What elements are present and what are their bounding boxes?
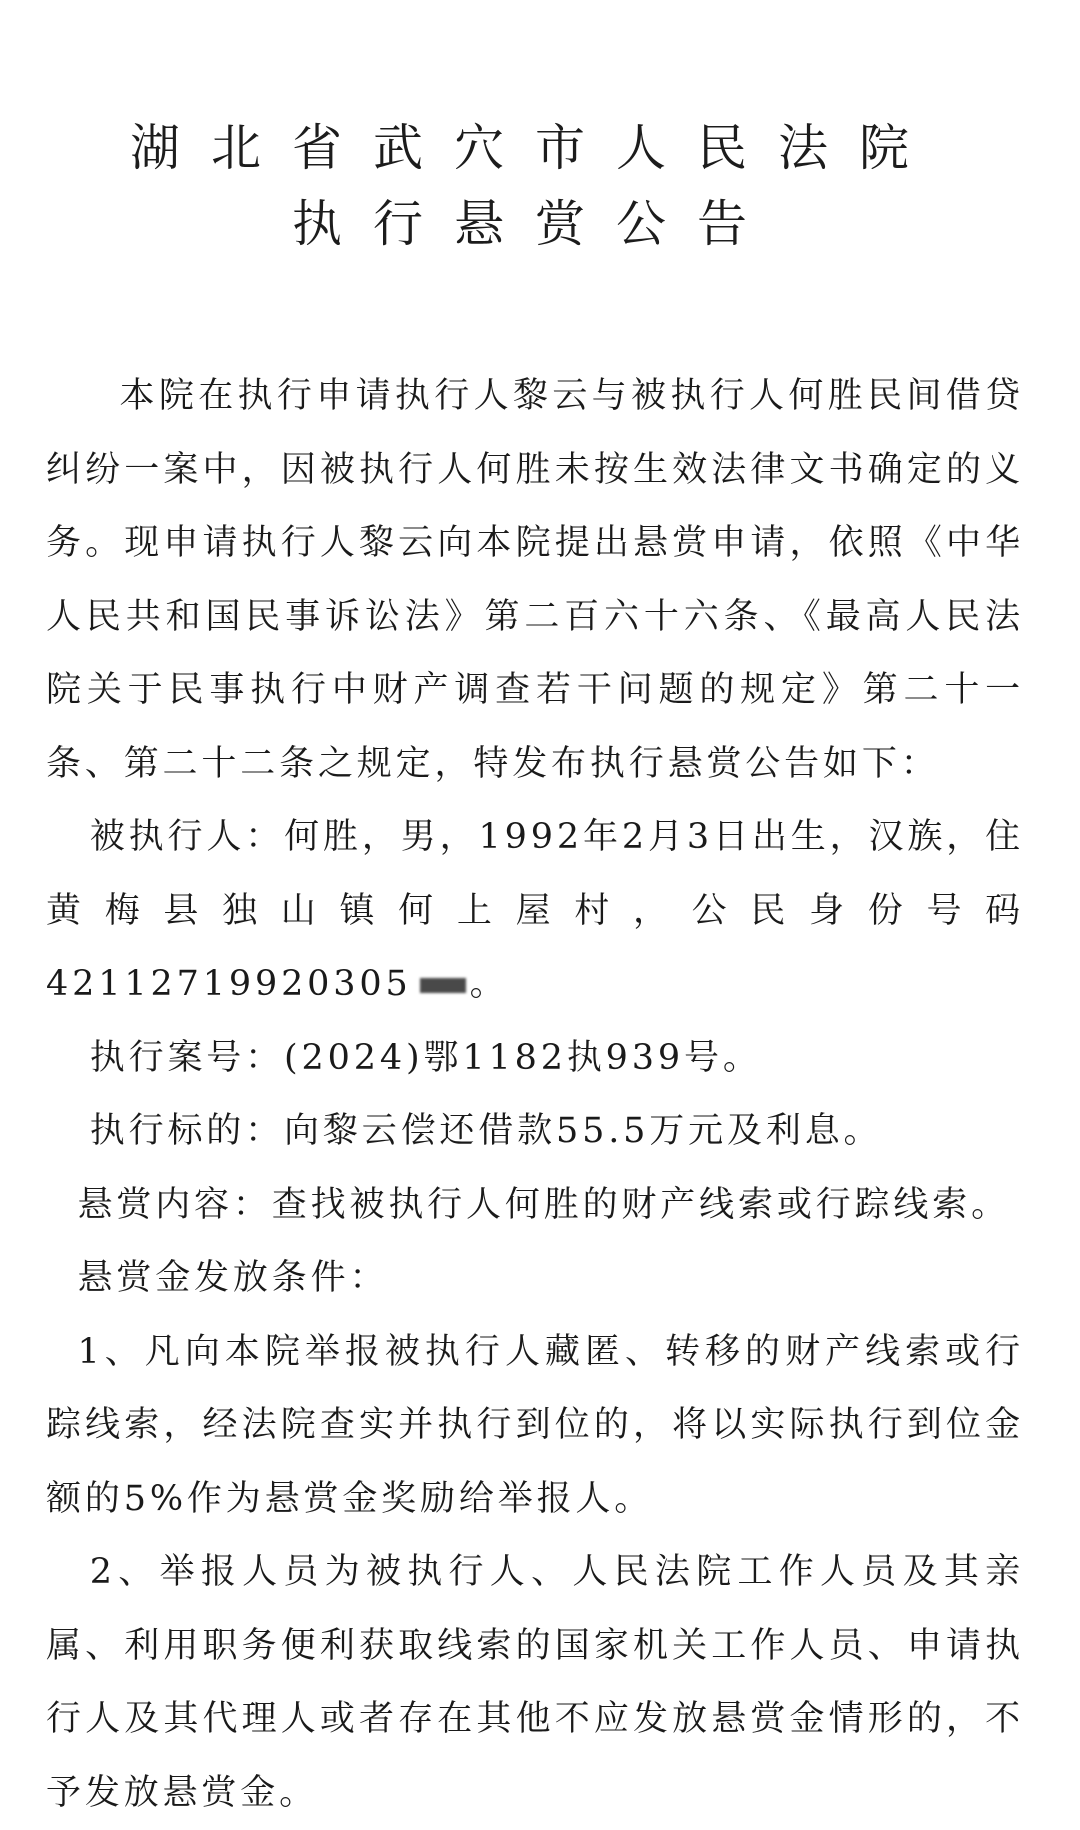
target-paragraph xyxy=(46,1095,1024,1169)
respondent-suffix: 。 xyxy=(469,964,509,1004)
target-value: 向黎云偿还借款55.5万元及利息。 xyxy=(284,1111,883,1151)
target-label: 执行标的： xyxy=(89,1111,285,1151)
condition-1-paragraph: 1、凡向本院举报被执行人藏匿、转移的财产线索或行踪线索，经法院查实并执行到位的，将以实际执行到位金额的5%作为悬赏金奖励给举报人。 xyxy=(46,1331,1024,1519)
notice-body xyxy=(46,360,1024,1830)
court-name-title: 湖北省武穴市人民法院 xyxy=(130,119,940,177)
case-number-label: 执行案号： xyxy=(89,1037,285,1078)
conditions-heading: 悬赏金发放条件： xyxy=(77,1258,389,1298)
respondent-paragraph xyxy=(46,801,1024,1022)
intro-paragraph: 本院在执行申请执行人黎云与被执行人何胜民间借贷纠纷一案中，因被执行人何胜未按生效法律文书确定的义务。现申请执行人黎云向本院提出悬赏申请，依照《中华人民共和国民事诉讼法》第二百六十六条、《最高人民法院关于民事执行中财产调查若干问题的规定》第二十一条、第二十二条之规定，特发布执行悬赏公告如下： xyxy=(46,376,1024,784)
reward-content-paragraph xyxy=(46,1169,1024,1243)
respondent-label: 被执行人： xyxy=(89,817,285,857)
case-number-paragraph xyxy=(46,1022,1024,1096)
respondent-text: 何胜，男，1992年2月3日出生，汉族，住黄梅县独山镇何上屋村，公民身份号码42112719920305 xyxy=(46,817,1024,1004)
reward-content-value: 查找被执行人何胜的财产线索或行踪线索。 xyxy=(271,1184,1010,1225)
case-number-value: (2024)鄂1182执939号。 xyxy=(284,1037,762,1078)
notice-title: 执行悬赏公告 xyxy=(292,195,778,253)
reward-content-label: 悬赏内容： xyxy=(77,1184,272,1225)
redaction-mark xyxy=(420,978,466,993)
condition-2-paragraph: 2、举报人员为被执行人、人民法院工作人员及其亲属、利用职务便利获取线索的国家机关工作人员、申请执行人及其代理人或者存在其他不应发放悬赏金情形的，不予发放悬赏金。 xyxy=(46,1552,1024,1813)
